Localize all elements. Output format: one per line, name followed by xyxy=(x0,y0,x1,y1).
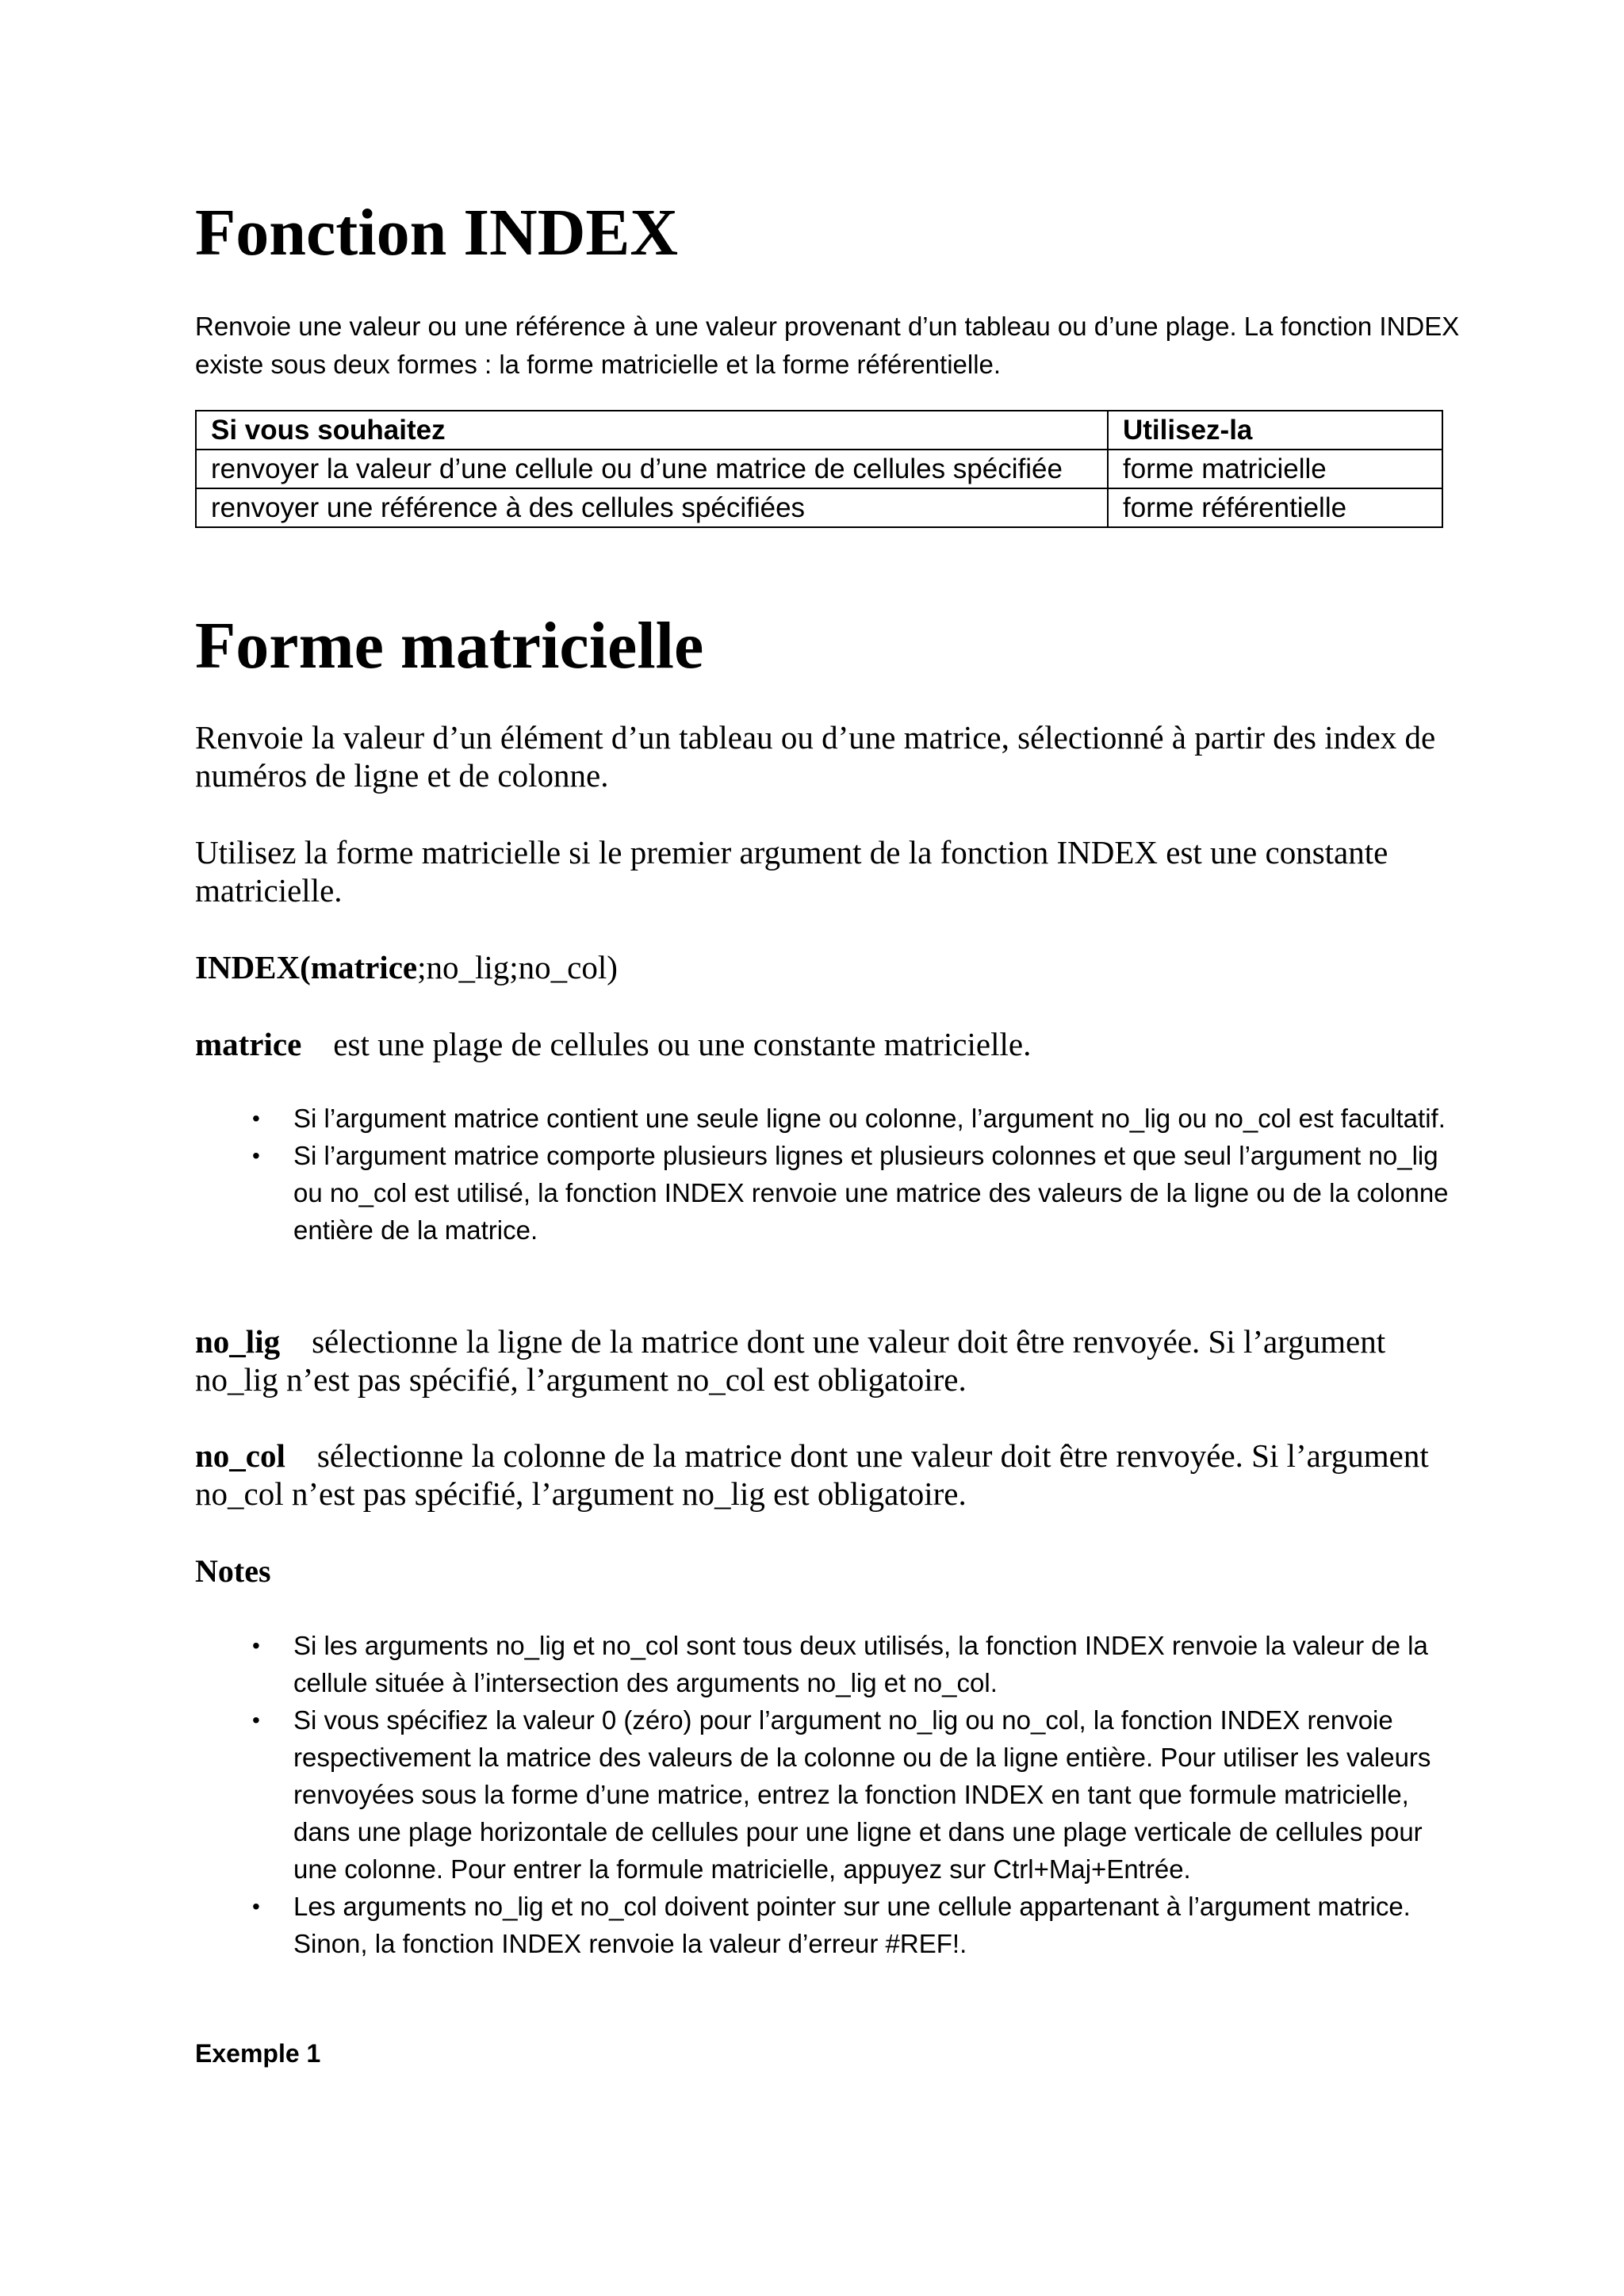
notes-bullet-list xyxy=(195,1627,1464,1962)
list-item: • Si vous spécifiez la valeur 0 (zéro) pour l’argument no_lig ou no_col, la fonction INDEX renvoie respectivement la matrice des valeurs de la colonne ou de la ligne entière. Pour utiliser les valeurs renvoyées sous la forme d’une matrice, entrez la fonction INDEX en tant que formule matricielle, dans une plage horizontale de cellules pour une ligne et dans une plage verticale de cellules pour une colonne. Pour entrer la formule matricielle, appuyez sur Ctrl+Maj+Entrée. xyxy=(195,1701,1464,1888)
description-paragraph: Renvoie la valeur d’un élément d’un tableau ou d’une matrice, sélectionné à partir des index de numéros de ligne et de colonne. xyxy=(195,719,1436,794)
syntax-function: INDEX( xyxy=(195,949,311,985)
page-title: Fonction INDEX xyxy=(195,196,679,270)
list-item: • Si l’argument matrice contient une seule ligne ou colonne, l’argument no_lig ou no_col est facultatif. xyxy=(195,1100,1464,1137)
notes-heading: Notes xyxy=(195,1553,271,1589)
arg-no-lig xyxy=(195,1322,1448,1399)
table-header-row xyxy=(196,411,1442,450)
bullet-icon: • xyxy=(252,1708,260,1732)
syntax-rest: ;no_lig;no_col) xyxy=(417,949,618,985)
table-header-cell: Si vous souhaitez xyxy=(196,411,1108,450)
list-item: • Les arguments no_lig et no_col doivent pointer sur une cellule appartenant à l’argument matrice. Sinon, la fonction INDEX renvoie la valeur d’erreur #REF!. xyxy=(195,1888,1464,1962)
arg-term: no_lig xyxy=(195,1323,281,1360)
syntax-arg-matrice: matrice xyxy=(310,949,418,985)
intro-paragraph: Renvoie une valeur ou une référence à une valeur provenant d’un tableau ou d’une plage. La fonction INDEX existe sous deux formes : la forme matricielle et la forme référentielle. xyxy=(195,312,1460,379)
bullet-icon: • xyxy=(252,1143,260,1168)
example-heading: Exemple 1 xyxy=(195,2039,321,2068)
arg-term: no_col xyxy=(195,1437,285,1474)
matrice-bullet-list xyxy=(195,1100,1464,1249)
arg-description: sélectionne la ligne de la matrice dont une valeur doit être renvoyée. Si l’argument no_lig n’est pas spécifié, l’argument no_col est obligatoire. xyxy=(195,1323,1386,1398)
table-cell: renvoyer la valeur d’une cellule ou d’une matrice de cellules spécifiée xyxy=(196,450,1108,488)
bullet-icon: • xyxy=(252,1106,260,1131)
usage-table xyxy=(195,410,1443,528)
usage-paragraph: Utilisez la forme matricielle si le premier argument de la fonction INDEX est une constante matricielle. xyxy=(195,834,1388,909)
table-cell: forme référentielle xyxy=(1108,488,1442,527)
list-item: • Si l’argument matrice comporte plusieurs lignes et plusieurs colonnes et que seul l’argument no_lig ou no_col est utilisé, la fonction INDEX renvoie une matrice des valeurs de la ligne ou de la colonne entière de la matrice. xyxy=(195,1137,1464,1249)
list-item: • Si les arguments no_lig et no_col sont tous deux utilisés, la fonction INDEX renvoie la valeur de la cellule située à l’intersection des arguments no_lig et no_col. xyxy=(195,1627,1464,1701)
syntax-line xyxy=(195,948,618,986)
arg-term: matrice xyxy=(195,1026,302,1062)
bullet-icon: • xyxy=(252,1894,260,1919)
arg-no-col xyxy=(195,1437,1448,1513)
arg-description: est une plage de cellules ou une constante matricielle. xyxy=(333,1026,1032,1062)
section-title: Forme matricielle xyxy=(195,609,704,683)
table-cell: renvoyer une référence à des cellules spécifiées xyxy=(196,488,1108,527)
arg-matrice xyxy=(195,1025,1448,1063)
table-row xyxy=(196,450,1442,488)
table-header-cell: Utilisez-la xyxy=(1108,411,1442,450)
table-row xyxy=(196,488,1442,527)
table-cell: forme matricielle xyxy=(1108,450,1442,488)
bullet-icon: • xyxy=(252,1633,260,1658)
arg-description: sélectionne la colonne de la matrice dont une valeur doit être renvoyée. Si l’argument no_col n’est pas spécifié, l’argument no_lig est obligatoire. xyxy=(195,1437,1429,1512)
